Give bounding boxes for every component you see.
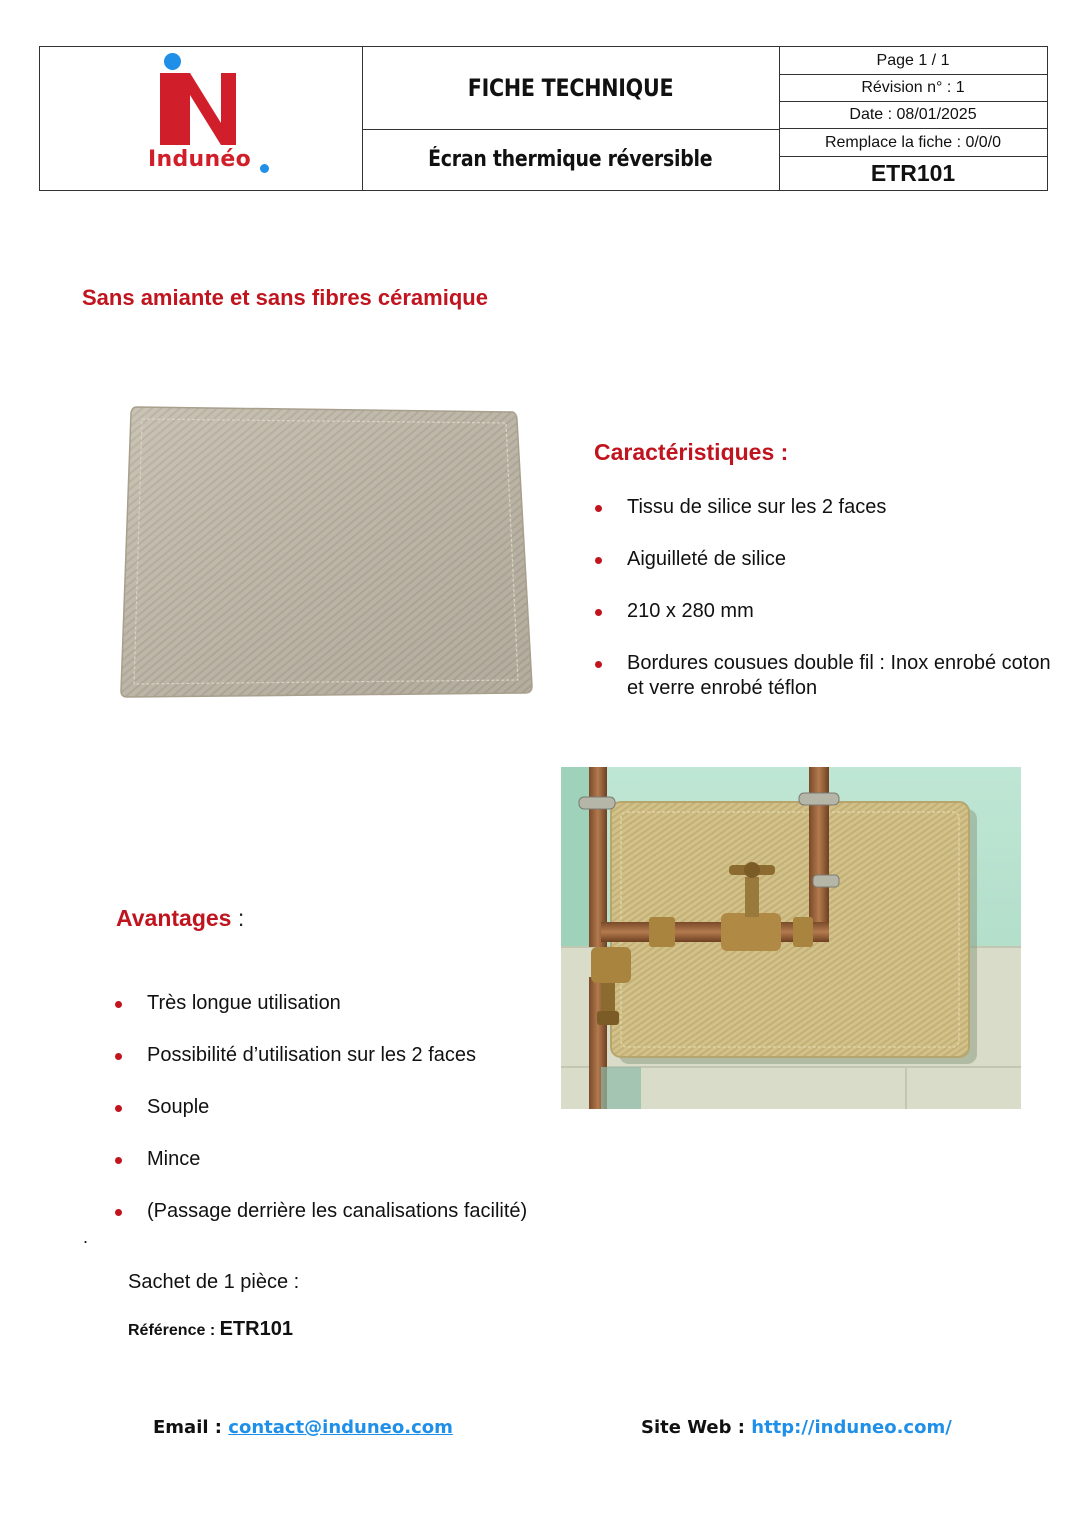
list-item: Souple bbox=[114, 1095, 634, 1120]
main-heading: Sans amiante et sans fibres céramique bbox=[82, 285, 488, 310]
doc-info-cell bbox=[779, 47, 1047, 190]
list-item: Mince bbox=[114, 1147, 634, 1172]
site-label: Site Web : bbox=[641, 1417, 752, 1438]
list-item: Tissu de silice sur les 2 faces bbox=[594, 495, 1054, 520]
reference-value: ETR101 bbox=[219, 1318, 293, 1340]
product-title: Écran thermique réversible bbox=[428, 147, 713, 172]
list-item: 210 x 280 mm bbox=[594, 599, 1054, 624]
page-number: Page 1 / 1 bbox=[779, 47, 1047, 75]
reference-label: Référence : bbox=[128, 1322, 220, 1339]
characteristics-title: Caractéristiques : bbox=[594, 439, 789, 465]
logo-n-icon bbox=[160, 73, 236, 145]
footer-email bbox=[153, 1417, 453, 1438]
list-item: Aiguilleté de silice bbox=[594, 547, 1054, 572]
email-link[interactable]: contact@induneo.com bbox=[228, 1417, 453, 1438]
logo-text-dot-icon bbox=[260, 164, 269, 173]
doc-type-title: FICHE TECHNIQUE bbox=[467, 74, 674, 102]
advantages-title-text: Avantages bbox=[116, 905, 232, 931]
footer-site bbox=[641, 1417, 952, 1438]
stray-dot: . bbox=[83, 1227, 89, 1247]
replaces-sheet: Remplace la fiche : 0/0/0 bbox=[779, 129, 1047, 157]
reference-line bbox=[128, 1318, 293, 1341]
doc-type-cell bbox=[362, 47, 780, 130]
list-item: (Passage derrière les canalisations facilité) bbox=[114, 1199, 634, 1224]
list-item: Possibilité d’utilisation sur les 2 faces bbox=[114, 1043, 634, 1068]
advantages-list bbox=[114, 991, 634, 1251]
list-item: Très longue utilisation bbox=[114, 991, 634, 1016]
list-item: Bordures cousues double fil : Inox enrobé coton et verre enrobé téflon bbox=[594, 651, 1054, 701]
product-code: ETR101 bbox=[870, 160, 956, 186]
advantages-title bbox=[116, 905, 244, 932]
product-title-cell bbox=[362, 129, 780, 190]
doc-date: Date : 08/01/2025 bbox=[779, 102, 1047, 129]
site-link[interactable]: http://induneo.com/ bbox=[751, 1417, 952, 1438]
header-table bbox=[39, 46, 1048, 191]
packaging-text: Sachet de 1 pièce : bbox=[128, 1271, 300, 1293]
logo-dot-icon bbox=[164, 53, 181, 70]
logo-cell bbox=[40, 47, 363, 190]
product-image bbox=[118, 404, 536, 700]
email-label: Email : bbox=[153, 1417, 229, 1438]
characteristics-list bbox=[594, 495, 1054, 728]
revision-number: Révision n° : 1 bbox=[779, 75, 1047, 102]
advantages-title-colon: : bbox=[231, 905, 245, 931]
logo-text: Induné​o bbox=[148, 147, 252, 172]
